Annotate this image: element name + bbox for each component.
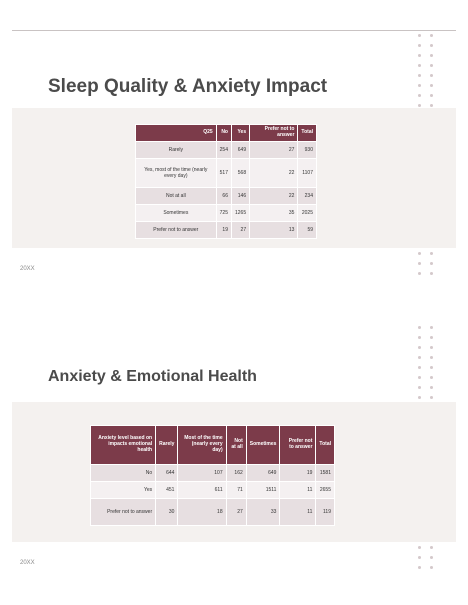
column-header: Q25: [136, 125, 217, 142]
table-cell: 1265: [231, 205, 249, 222]
top-divider: [12, 30, 456, 31]
table-cell: 611: [178, 482, 226, 499]
table-cell: 234: [298, 188, 317, 205]
row-label: Prefer not to answer: [91, 499, 156, 526]
table-cell: 27: [226, 499, 246, 526]
column-header: Rarely: [156, 426, 178, 465]
column-header: Anxiety level based on impacts emotional health: [91, 426, 156, 465]
decor-dots-bottom: [418, 546, 434, 569]
table-cell: 162: [226, 465, 246, 482]
row-label: Yes: [91, 482, 156, 499]
table-cell: 19: [216, 222, 231, 239]
table-cell: 649: [246, 465, 280, 482]
column-header: Prefer not to answer: [280, 426, 316, 465]
table-row: [136, 222, 317, 239]
row-label: Rarely: [136, 142, 217, 159]
column-header: Sometimes: [246, 426, 280, 465]
table-row: [91, 465, 335, 482]
column-header: No: [216, 125, 231, 142]
table-header-row: [91, 426, 335, 465]
table-row: [136, 142, 317, 159]
slide-emotional-health: [0, 300, 468, 580]
table-cell: 66: [216, 188, 231, 205]
row-label: Sometimes: [136, 205, 217, 222]
decor-dots-bottom: [418, 252, 434, 275]
table-cell: 451: [156, 482, 178, 499]
table-cell: 33: [246, 499, 280, 526]
table-cell: 1511: [246, 482, 280, 499]
table-cell: 2025: [298, 205, 317, 222]
column-header: Not at all: [226, 426, 246, 465]
table-cell: 568: [231, 159, 249, 188]
table-cell: 1107: [298, 159, 317, 188]
table-cell: 119: [316, 499, 335, 526]
slide-title: Anxiety & Emotional Health: [48, 368, 257, 385]
row-label: Not at all: [136, 188, 217, 205]
row-label: Yes, most of the time (nearly every day): [136, 159, 217, 188]
column-header: Most of the time (nearly every day): [178, 426, 226, 465]
anxiety-emotional-table: [90, 425, 335, 526]
table-cell: 107: [178, 465, 226, 482]
table-cell: 22: [250, 159, 298, 188]
table-cell: 146: [231, 188, 249, 205]
table-cell: 13: [250, 222, 298, 239]
table-cell: 71: [226, 482, 246, 499]
table-cell: 517: [216, 159, 231, 188]
table-cell: 11: [280, 499, 316, 526]
footer-year: 20XX: [20, 266, 35, 272]
table-cell: 19: [280, 465, 316, 482]
table-cell: 644: [156, 465, 178, 482]
slide-sleep-quality: [0, 0, 468, 280]
column-header: Prefer not to answer: [250, 125, 298, 142]
table-cell: 18: [178, 499, 226, 526]
table-cell: 930: [298, 142, 317, 159]
table-cell: 649: [231, 142, 249, 159]
slide-title: Sleep Quality & Anxiety Impact: [48, 76, 328, 97]
column-header: Total: [316, 426, 335, 465]
table-row: [91, 499, 335, 526]
table-row: [136, 205, 317, 222]
table-cell: 2655: [316, 482, 335, 499]
table-row: [136, 159, 317, 188]
sleep-anxiety-table: [135, 124, 317, 239]
table-cell: 22: [250, 188, 298, 205]
table-header-row: [136, 125, 317, 142]
table-cell: 27: [250, 142, 298, 159]
row-label: Prefer not to answer: [136, 222, 217, 239]
column-header: Yes: [231, 125, 249, 142]
table-cell: 35: [250, 205, 298, 222]
table-cell: 725: [216, 205, 231, 222]
table-cell: 30: [156, 499, 178, 526]
column-header: Total: [298, 125, 317, 142]
row-label: No: [91, 465, 156, 482]
table-cell: 59: [298, 222, 317, 239]
table-cell: 254: [216, 142, 231, 159]
table-cell: 1581: [316, 465, 335, 482]
table-cell: 11: [280, 482, 316, 499]
table-row: [136, 188, 317, 205]
table-cell: 27: [231, 222, 249, 239]
table-row: [91, 482, 335, 499]
footer-year: 20XX: [20, 560, 35, 566]
